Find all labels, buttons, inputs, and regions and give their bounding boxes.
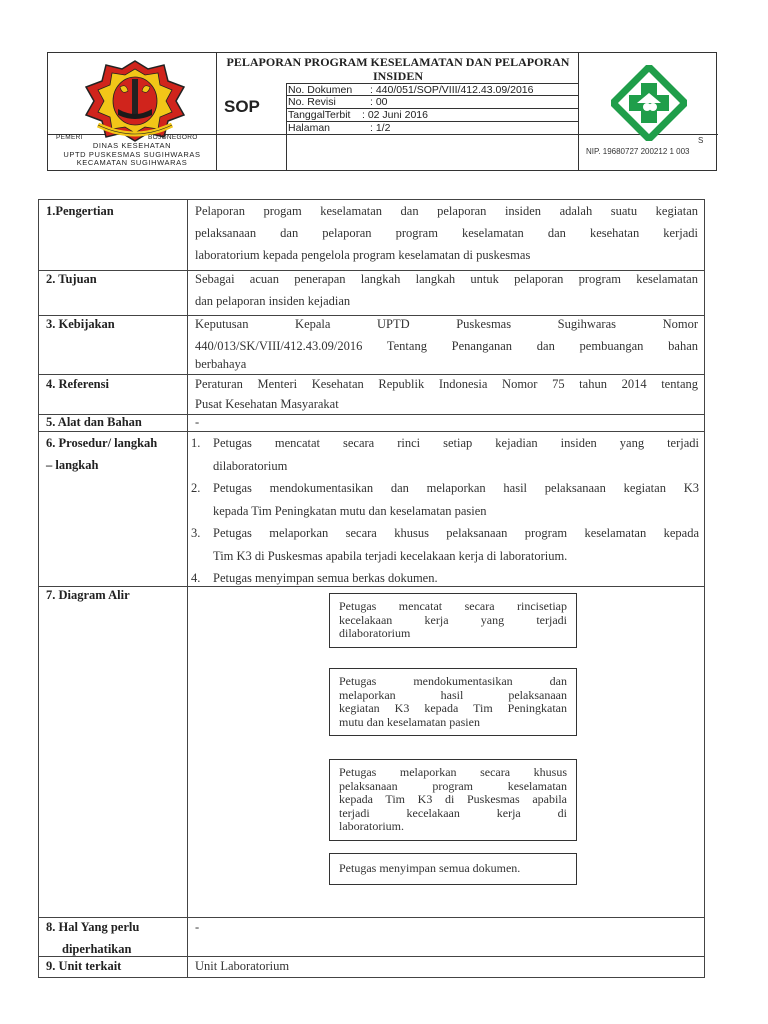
section-text-tujuan: Sebagai acuan penerapan langkah langkah untuk pelaporan program keselamatan dan pelaporan insiden kejadian: [195, 272, 698, 308]
section-label-prosedur: 6. Prosedur/ langkah – langkah: [46, 436, 158, 472]
puskesmas-logo: [611, 65, 687, 141]
section-text-unit: Unit Laboratorium: [195, 959, 290, 973]
section-label-unit: 9. Unit terkait: [46, 959, 122, 973]
section-label-kebijakan: 3. Kebijakan: [46, 317, 115, 331]
flow-box: Petugas mendokumentasikan dan melaporkan hasil pelaksanaan kegiatan K3 kepada Tim Peningkatan mutu dan keselamatan pasien: [329, 668, 577, 736]
department-name: DINAS KESEHATAN UPTD PUSKESMAS SUGIHWARAS KECAMATAN SUGIHWARAS: [63, 141, 201, 167]
section-text-kebijakan: Keputusan Kepala UPTD Puskesmas Sugihwaras Nomor 440/013/SK/VIII/412.43.09/2016 Tentang Penanganan dan pembuangan bahan berbahaya: [195, 317, 698, 371]
flow-box: Petugas menyimpan semua dokumen.: [329, 853, 577, 885]
section-text-pengertian: Pelaporan progam keselamatan dan pelaporan insiden adalah suatu kegiatan pelaksanaan dan pelaporan program keselamatan dan kesehatan kerjadi laboratorium kepada pengelola program keselamatan di puskesmas: [195, 204, 698, 262]
section-label-tujuan: 2. Tujuan: [46, 272, 97, 286]
section-label-alat: 5. Alat dan Bahan: [46, 415, 142, 429]
nip-text: NIP. 19680727 200212 1 003: [586, 147, 690, 156]
pemerintah-label: PEMERI BOJONEGORO: [56, 134, 198, 141]
section-text-hal: -: [195, 920, 200, 934]
section-label-diagram: 7. Diagram Alir: [46, 588, 130, 602]
flow-box: Petugas melaporkan secara khusus pelaksanaan program keselamatan kepada Tim K3 di Puskesmas apabila terjadi kecelakaan kerja di laboratorium.: [329, 759, 577, 841]
flow-box: Petugas mencatat secara rincisetiap kecelakaan kerja yang terjadi dilaboratorium: [329, 593, 577, 648]
section-text-alat: -: [195, 415, 200, 429]
nip-fragment: S: [698, 136, 704, 145]
section-text-referensi: Peraturan Menteri Kesehatan Republik Indonesia Nomor 75 tahun 2014 tentang Pusat Kesehatan Masyarakat: [195, 377, 698, 411]
bojonegoro-crest-logo: [76, 59, 194, 143]
document-title: PELAPORAN PROGRAM KESELAMATAN DAN PELAPORAN INSIDEN: [226, 55, 570, 83]
section-label-pengertian: 1.Pengertian: [46, 204, 114, 218]
document-header: PEMERI BOJONEGORO DINAS KESEHATAN UPTD PUSKESMAS SUGIHWARAS KECAMATAN SUGIHWARAS PELAPORAN PROGRAM KESELAMATAN DAN PELAPORAN INSIDEN SOP No. Dokumen : 440/051/SOP/VIII/412.43.09/2016 No. Revisi : 00 TanggalTerbit : 02 Juni 2016 Halaman : 1/2 S NIP. 19680727 200212 1 003: [47, 52, 717, 171]
sop-content-table: 1.Pengertian Pelaporan progam keselamatan dan pelaporan insiden adalah suatu kegiatan pelaksanaan dan pelaporan program keselamatan dan kesehatan kerjadi laboratorium kepada pengelola program keselamatan di puskesmas 2. Tujuan Sebagai acuan penerapan langkah langkah untuk pelaporan program keselamatan dan pelaporan insiden kejadian 3. Kebijakan Keputusan Kepala UPTD Puskesmas Sugihwaras Nomor 440/013/SK/VIII/412.43.09/2016 Tentang Penanganan dan pembuangan bahan berbahaya 4. Referensi Peraturan Menteri Kesehatan Republik Indonesia Nomor 75 tahun 2014 tentang Pusat Kesehatan Masyarakat 5. Alat dan Bahan - 6. Prosedur/ langkah – langkah 1. Petugas mencatat secara rinci setiap kejadian insiden yang terjadi dilaboratorium 2. Petugas mendokumentasikan dan melaporkan hasil pelaksanaan kegiatan K3 kepada Tim Peningkatan mutu dan keselamatan pasien 3. Petugas melaporkan secara khusus pelaksanaan program keselamatan kepada Tim K3 di Puskesmas apabila terjadi kecelakaan kerja di laboratorium. 4. Petugas menyimpan semua berkas dokumen. 7. Diagram Alir Petugas mencatat secara rincisetiap kecelakaan kerja yang terjadi dilaboratorium Petugas mendokumentasikan dan melaporkan hasil pelaksanaan kegiatan K3 kepada Tim Peningkatan mutu dan keselamatan pasien Petugas melaporkan secara khusus pelaksanaan program keselamatan kepada Tim K3 di Puskesmas apabila terjadi kecelakaan kerja di laboratorium. Petugas menyimpan semua dokumen. 8. Hal Yang perlu diperhatikan - 9. Unit terkait Unit Laboratorium: [38, 199, 705, 978]
sop-label: SOP: [224, 97, 260, 116]
section-label-hal: 8. Hal Yang perlu diperhatikan: [46, 920, 140, 956]
section-label-referensi: 4. Referensi: [46, 377, 109, 391]
